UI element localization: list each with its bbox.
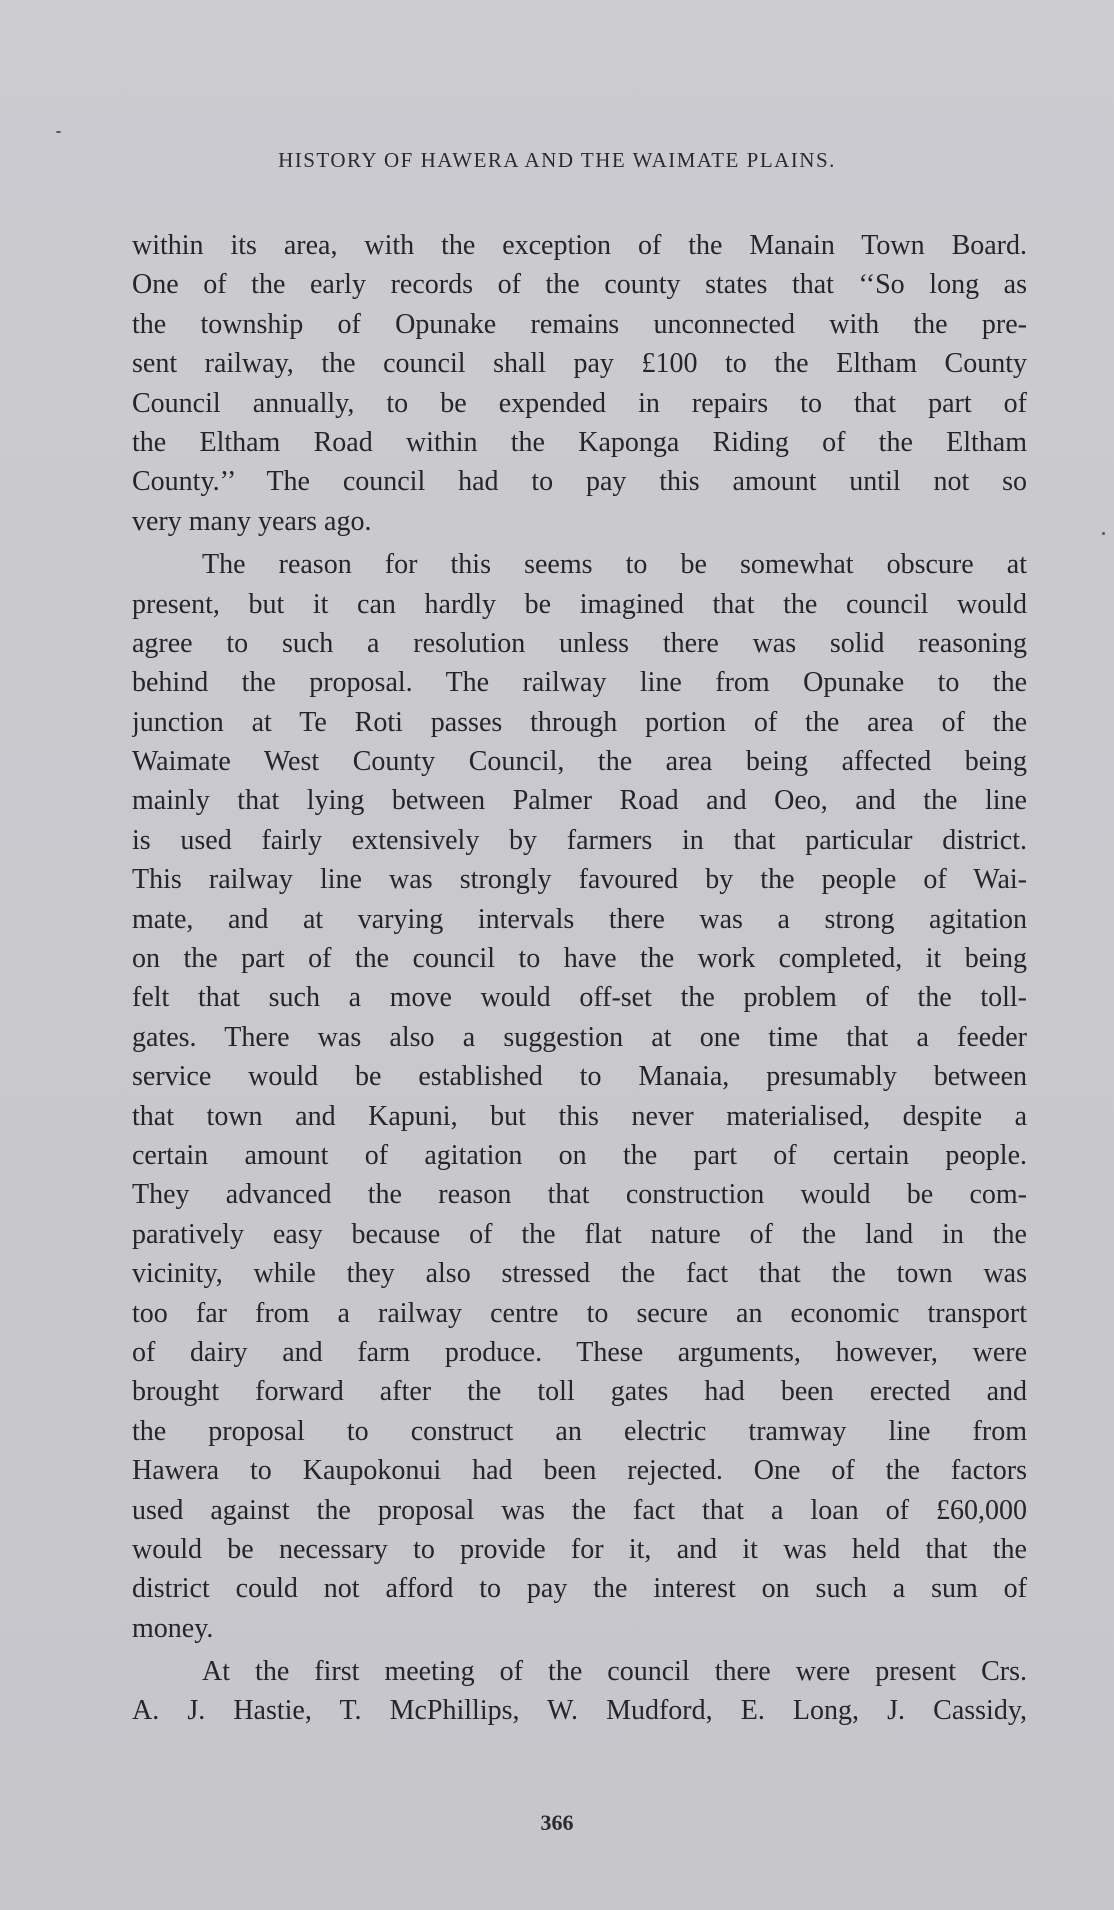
- text-line: of dairy and farm produce. These arguments, however, were: [132, 1336, 1027, 1368]
- text-line: felt that such a move would off-set the problem of the toll-: [132, 982, 1027, 1014]
- text-line: junction at Te Roti passes through portion of the area of the: [132, 706, 1027, 738]
- text-line: They advanced the reason that construction would be com-: [132, 1179, 1027, 1211]
- page-number: 366: [540, 1810, 574, 1835]
- text-line: is used fairly extensively by farmers in that particular district.: [132, 824, 1027, 856]
- text-line: present, but it can hardly be imagined that the council would: [132, 588, 1027, 620]
- text-line: would be necessary to provide for it, and it was held that the: [132, 1533, 1027, 1565]
- text-line: the township of Opunake remains unconnected with the pre-: [132, 308, 1027, 340]
- text-line: money.: [132, 1612, 214, 1644]
- text-line: One of the early records of the county states that ‘‘So long as: [132, 269, 1027, 301]
- text-line: brought forward after the toll gates had been erected and: [132, 1376, 1027, 1408]
- paper-speck: [56, 131, 61, 133]
- text-line: too far from a railway centre to secure an economic transport: [132, 1297, 1027, 1329]
- text-line: behind the proposal. The railway line from Opunake to the: [132, 667, 1027, 699]
- text-line: the Eltham Road within the Kaponga Riding of the Eltham: [132, 426, 1027, 458]
- text-line: mate, and at varying intervals there was a strong agitation: [132, 903, 1027, 935]
- text-line: vicinity, while they also stressed the fact that the town was: [132, 1258, 1027, 1290]
- paragraph-1: [132, 226, 1027, 541]
- text-line: certain amount of agitation on the part of certain people.: [132, 1139, 1027, 1171]
- text-line: that town and Kapuni, but this never materialised, despite a: [132, 1100, 1027, 1132]
- text-line: County.’’ The council had to pay this amount until not so: [132, 466, 1027, 498]
- paragraph-2: [132, 545, 1027, 1648]
- text-line: Hawera to Kaupokonui had been rejected. One of the factors: [132, 1455, 1027, 1487]
- text-line: At the first meeting of the council there were present Crs.: [202, 1656, 1027, 1688]
- text-line: gates. There was also a suggestion at one time that a feeder: [132, 1021, 1027, 1053]
- text-line: within its area, with the exception of the Manain Town Board.: [132, 230, 1027, 261]
- text-line: mainly that lying between Palmer Road and Oeo, and the line: [132, 785, 1027, 817]
- running-head: HISTORY OF HAWERA AND THE WAIMATE PLAINS.: [278, 148, 836, 172]
- text-line: the proposal to construct an electric tramway line from: [132, 1415, 1027, 1447]
- text-line: The reason for this seems to be somewhat obscure at: [202, 549, 1027, 581]
- text-line: agree to such a resolution unless there was solid reasoning: [132, 627, 1027, 659]
- text-line: Waimate West County Council, the area being affected being: [132, 746, 1027, 778]
- text-line: Council annually, to be expended in repairs to that part of: [132, 387, 1027, 419]
- text-line: sent railway, the council shall pay £100 to the Eltham County: [132, 348, 1027, 380]
- text-line: used against the proposal was the fact that a loan of £60,000: [132, 1494, 1027, 1526]
- text-line: paratively easy because of the flat nature of the land in the: [132, 1218, 1027, 1250]
- text-line: district could not afford to pay the interest on such a sum of: [132, 1573, 1027, 1605]
- text-line: A. J. Hastie, T. McPhillips, W. Mudford, E. Long, J. Cassidy,: [132, 1695, 1027, 1727]
- text-line: This railway line was strongly favoured by the people of Wai-: [132, 864, 1027, 896]
- text-line: very many years ago.: [132, 505, 372, 537]
- text-line: on the part of the council to have the work completed, it being: [132, 943, 1027, 975]
- body-text: [132, 226, 1027, 1731]
- paper-speck: [1102, 532, 1105, 535]
- paragraph-3: [132, 1652, 1027, 1731]
- text-line: service would be established to Manaia, presumably between: [132, 1061, 1027, 1093]
